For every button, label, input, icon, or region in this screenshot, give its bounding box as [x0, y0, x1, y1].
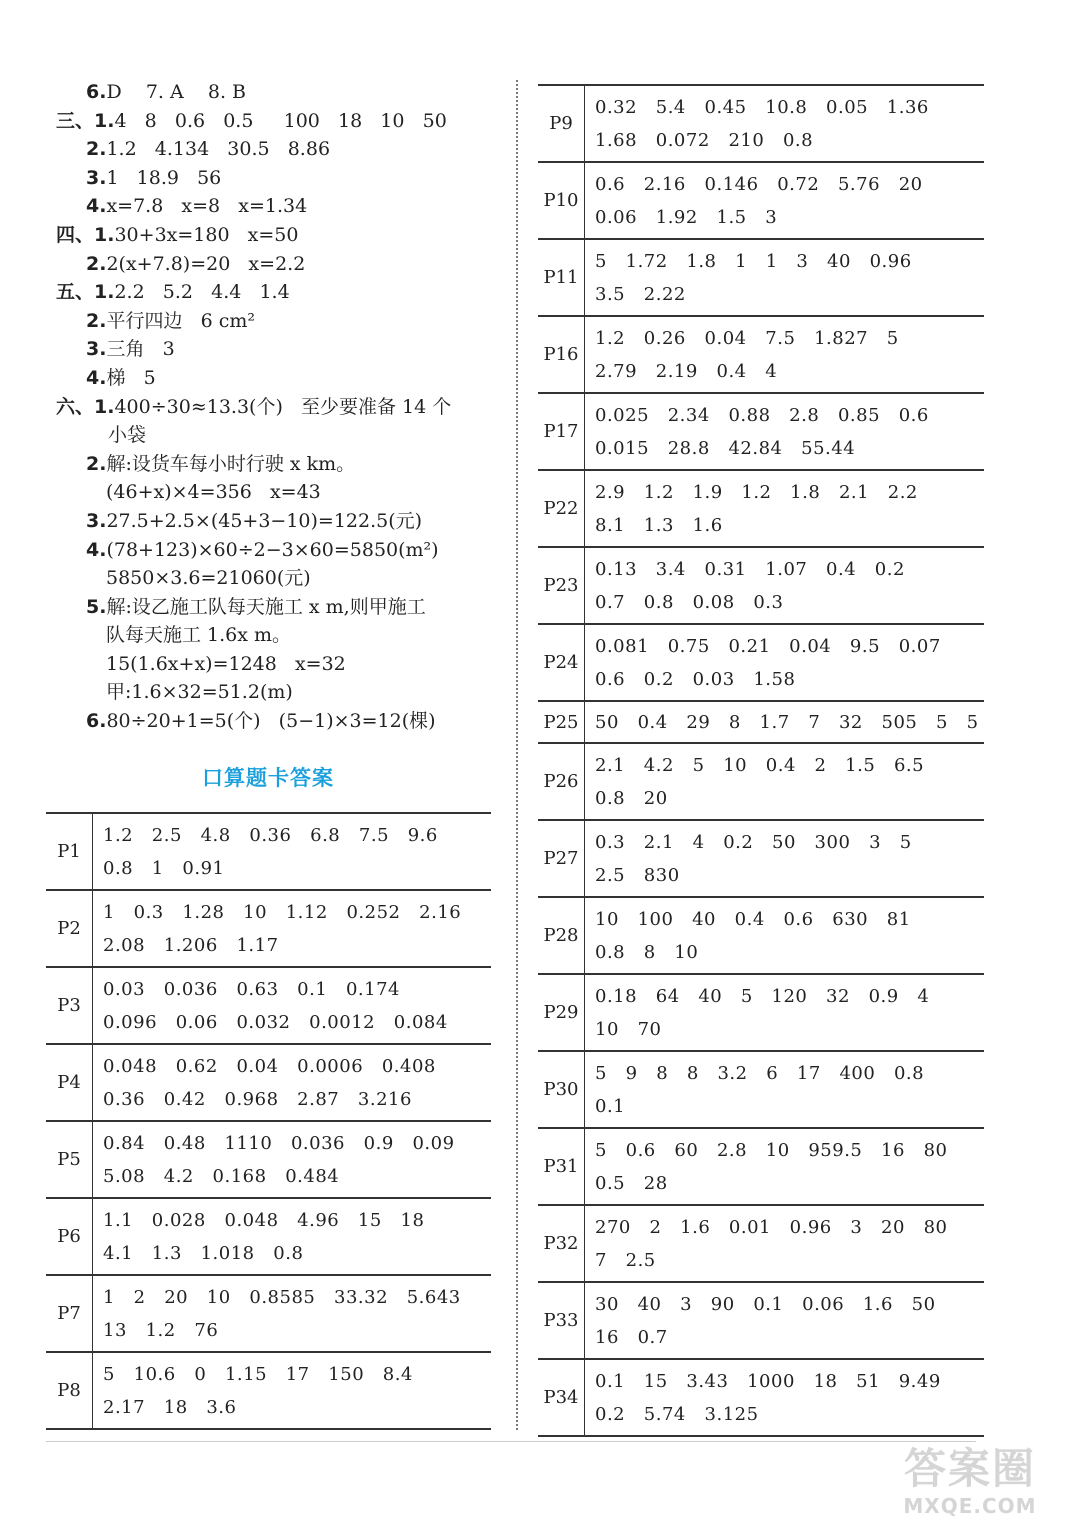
page-label: P24	[538, 624, 585, 701]
question-number: 4.	[86, 195, 107, 218]
table-row	[538, 239, 984, 316]
answer-cell	[585, 897, 985, 974]
answer-line-2: 0.1	[595, 1095, 626, 1117]
page-label: P32	[538, 1205, 585, 1282]
answer-line	[56, 192, 506, 221]
answer-line	[56, 107, 506, 136]
watermark-logo	[880, 1445, 1060, 1530]
table-row	[538, 701, 984, 743]
answer-line-2: 2.17 18 3.6	[103, 1396, 237, 1418]
answer-line-1: 2.1 4.2 5 10 0.4 2 1.5 6.5	[595, 754, 925, 776]
answer-line-1: 5 9 8 8 3.2 6 17 400 0.8	[595, 1062, 925, 1084]
page-label: P34	[538, 1359, 585, 1436]
answer-text: 5850×3.6=21060(元)	[106, 567, 311, 590]
answer-line-2: 0.096 0.06 0.032 0.0012 0.084	[103, 1011, 448, 1033]
answer-line	[56, 564, 506, 593]
question-number: 4.	[86, 366, 107, 389]
answer-line-2: 3.5 2.22	[595, 283, 686, 305]
answer-line-1: 0.03 0.036 0.63 0.1 0.174	[103, 978, 401, 1000]
answer-text: 梯 5	[106, 366, 156, 389]
page-label: P5	[46, 1121, 93, 1198]
page-label: P29	[538, 974, 585, 1051]
answer-line-1: 0.6 2.16 0.146 0.72 5.76 20	[595, 173, 923, 195]
section-marker: 五、	[56, 281, 95, 304]
question-number: 3.	[86, 166, 107, 189]
page-label: P23	[538, 547, 585, 624]
table-row	[538, 1359, 984, 1436]
answer-line	[56, 621, 506, 650]
oral-calc-answers-heading: 口算题卡答案	[202, 766, 334, 790]
question-number: 3.	[86, 338, 107, 361]
table-row	[538, 470, 984, 547]
question-number: 1.	[94, 395, 115, 418]
table-row	[46, 967, 491, 1044]
answer-cell	[585, 470, 985, 547]
answer-line	[56, 364, 506, 393]
table-row	[538, 1128, 984, 1205]
answer-text: 30+3x=180 x=50	[114, 223, 299, 246]
answer-line-2: 0.6 0.2 0.03 1.58	[595, 668, 796, 690]
page-label: P16	[538, 316, 585, 393]
right-answer-table	[538, 84, 984, 1437]
table-row	[538, 1282, 984, 1359]
table-row	[46, 1044, 491, 1121]
answer-line-2: 0.2 5.74 3.125	[595, 1403, 759, 1425]
bottom-rule	[46, 1441, 976, 1442]
answer-cell	[93, 967, 492, 1044]
answer-text: 1 18.9 56	[106, 166, 222, 189]
answer-text: 三角 3	[106, 338, 175, 361]
answer-cell	[585, 624, 985, 701]
section-marker: 四、	[56, 223, 95, 246]
question-number: 5.	[86, 595, 107, 618]
answer-line-2: 2.5 830	[595, 864, 680, 886]
answer-text: 15(1.6x+x)=1248 x=32	[106, 652, 346, 675]
answer-line-1: 2.9 1.2 1.9 1.2 1.8 2.1 2.2	[595, 481, 918, 503]
page-label: P17	[538, 393, 585, 470]
table-row	[538, 974, 984, 1051]
answer-text: x=7.8 x=8 x=1.34	[106, 195, 308, 218]
page-label: P9	[538, 85, 585, 162]
answer-line-1: 1.2 0.26 0.04 7.5 1.827 5	[595, 327, 899, 349]
answer-text: 2(x+7.8)=20 x=2.2	[106, 252, 306, 275]
page-label: P22	[538, 470, 585, 547]
page-label: P33	[538, 1282, 585, 1359]
table-row	[46, 890, 491, 967]
answer-line-2: 0.8 8 10	[595, 941, 699, 963]
table-row	[538, 1051, 984, 1128]
answer-line-2: 16 0.7	[595, 1326, 668, 1348]
answer-text: 解:设乙施工队每天施工 x m,则甲施工	[106, 595, 426, 618]
question-number: 2.	[86, 138, 107, 161]
table-row	[538, 393, 984, 470]
question-number: 2.	[86, 452, 107, 475]
answer-cell	[585, 547, 985, 624]
answer-cell	[585, 1205, 985, 1282]
answer-line-1: 0.1 15 3.43 1000 18 51 9.49	[595, 1370, 941, 1392]
answer-line	[56, 135, 506, 164]
answer-line-1: 5 1.72 1.8 1 1 3 40 0.96	[595, 250, 912, 272]
question-number: 6.	[86, 710, 107, 733]
answer-line	[56, 393, 506, 422]
answer-cell	[585, 316, 985, 393]
left-answer-table	[46, 812, 491, 1430]
table-row	[538, 624, 984, 701]
table-row	[538, 743, 984, 820]
table-row	[46, 1198, 491, 1275]
answer-cell	[585, 743, 985, 820]
table-row	[538, 316, 984, 393]
answer-cell	[585, 162, 985, 239]
page-label: P2	[46, 890, 93, 967]
answer-line-2: 2.08 1.206 1.17	[103, 934, 279, 956]
page-label: P27	[538, 820, 585, 897]
answer-line-1: 0.32 5.4 0.45 10.8 0.05 1.36	[595, 96, 929, 118]
page-label: P30	[538, 1051, 585, 1128]
answer-cell	[585, 239, 985, 316]
page-label: P25	[538, 701, 585, 743]
answer-line	[56, 593, 506, 622]
page-label: P31	[538, 1128, 585, 1205]
question-number: 1.	[94, 281, 115, 304]
answer-line-1: 0.3 2.1 4 0.2 50 300 3 5	[595, 831, 912, 853]
table-row	[538, 1205, 984, 1282]
answer-text: 解:设货车每小时行驶 x km。	[106, 452, 356, 475]
answer-line	[56, 307, 506, 336]
table-row	[46, 1275, 491, 1352]
answer-line-1: 0.081 0.75 0.21 0.04 9.5 0.07	[595, 635, 941, 657]
question-number: 4.	[86, 538, 107, 561]
page-label: P11	[538, 239, 585, 316]
answer-cell	[585, 1359, 985, 1436]
answer-cell	[585, 974, 985, 1051]
table-row	[46, 1121, 491, 1198]
section-marker: 六、	[56, 395, 95, 418]
answer-list	[56, 78, 506, 736]
answer-cell	[93, 1275, 492, 1352]
answer-line-1: 0.13 3.4 0.31 1.07 0.4 0.2	[595, 558, 905, 580]
answer-cell	[93, 1198, 492, 1275]
answer-line	[56, 707, 506, 736]
answer-cell	[585, 1128, 985, 1205]
table-row	[46, 813, 491, 890]
answer-line-1: 1.2 2.5 4.8 0.36 6.8 7.5 9.6	[103, 824, 438, 846]
answer-line	[56, 507, 506, 536]
answer-line-1: 5 10.6 0 1.15 17 150 8.4	[103, 1363, 413, 1385]
page-label: P26	[538, 743, 585, 820]
answer-line	[56, 221, 506, 250]
answer-cell	[585, 701, 985, 743]
answer-cell	[93, 1044, 492, 1121]
answer-text: D 7. A 8. B	[106, 81, 247, 103]
answer-line-1: 270 2 1.6 0.01 0.96 3 20 80	[595, 1216, 948, 1238]
answer-line	[56, 250, 506, 279]
answer-line	[56, 164, 506, 193]
answer-line-2: 0.7 0.8 0.08 0.3	[595, 591, 784, 613]
answer-line-2: 13 1.2 76	[103, 1319, 219, 1341]
page-label: P4	[46, 1044, 93, 1121]
answer-line-2: 10 70	[595, 1018, 662, 1040]
answer-line-1: 1.1 0.028 0.048 4.96 15 18	[103, 1209, 425, 1231]
answer-line-1: 10 100 40 0.4 0.6 630 81	[595, 908, 911, 930]
answer-cell	[585, 1282, 985, 1359]
watermark-line2: MXQE.COM	[903, 1494, 1037, 1518]
question-number: 1.	[94, 223, 115, 246]
answer-text: 2.2 5.2 4.4 1.4	[114, 281, 290, 304]
question-number: 2.	[86, 252, 107, 275]
answer-line	[56, 78, 506, 107]
answer-line-1: 50 0.4 29 8 1.7 7 32 505 5 5	[595, 711, 979, 733]
answer-line	[56, 335, 506, 364]
answer-line	[56, 421, 506, 450]
answer-line	[56, 650, 506, 679]
question-number: 2.	[86, 309, 107, 332]
answer-line-2: 4.1 1.3 1.018 0.8	[103, 1242, 304, 1264]
page-label: P10	[538, 162, 585, 239]
page-label: P3	[46, 967, 93, 1044]
table-row	[46, 1352, 491, 1429]
answer-line-1: 0.048 0.62 0.04 0.0006 0.408	[103, 1055, 436, 1077]
answer-line-2: 7 2.5	[595, 1249, 656, 1271]
page-label: P28	[538, 897, 585, 974]
table-row	[538, 85, 984, 162]
answer-line-2: 2.79 2.19 0.4 4	[595, 360, 778, 382]
answer-line-1: 0.18 64 40 5 120 32 0.9 4	[595, 985, 930, 1007]
answer-line-1: 5 0.6 60 2.8 10 959.5 16 80	[595, 1139, 948, 1161]
answer-line-2: 0.015 28.8 42.84 55.44	[595, 437, 856, 459]
answer-line-2: 0.8 1 0.91	[103, 857, 225, 879]
answer-text: 1.2 4.134 30.5 8.86	[106, 138, 331, 161]
answer-cell	[93, 813, 492, 890]
table-row	[538, 547, 984, 624]
page-label: P1	[46, 813, 93, 890]
answer-text: 小袋	[108, 424, 147, 447]
answer-text: 27.5+2.5×(45+3−10)=122.5(元)	[106, 509, 423, 532]
answer-line-1: 0.025 2.34 0.88 2.8 0.85 0.6	[595, 404, 929, 426]
answer-text: 4 8 0.6 0.5 100 18 10 50	[114, 109, 447, 132]
page-label: P8	[46, 1352, 93, 1429]
question-number: 3.	[86, 509, 107, 532]
column-divider	[516, 80, 518, 1430]
answer-text: 平行四边 6 cm²	[106, 309, 255, 332]
answer-cell	[585, 1051, 985, 1128]
table-row	[538, 897, 984, 974]
answer-line-2: 0.06 1.92 1.5 3	[595, 206, 778, 228]
answer-line	[56, 278, 506, 307]
answer-cell	[585, 820, 985, 897]
answer-line	[56, 536, 506, 565]
answer-text: 400÷30≈13.3(个) 至少要准备 14 个	[114, 395, 452, 418]
answer-line-2: 0.5 28	[595, 1172, 668, 1194]
answer-text: (78+123)×60÷2−3×60=5850(m²)	[106, 538, 439, 561]
question-number: 6.	[86, 81, 107, 103]
answer-line-2: 8.1 1.3 1.6	[595, 514, 723, 536]
answer-cell	[93, 1121, 492, 1198]
answer-cell	[585, 393, 985, 470]
answer-line-1: 0.84 0.48 1110 0.036 0.9 0.09	[103, 1132, 455, 1154]
answer-line	[56, 478, 506, 507]
answer-line-2: 1.68 0.072 210 0.8	[595, 129, 814, 151]
answer-cell	[93, 890, 492, 967]
answer-text: 队每天施工 1.6x m。	[106, 624, 292, 647]
answer-line-1: 1 2 20 10 0.8585 33.32 5.643	[103, 1286, 461, 1308]
section-marker: 三、	[56, 109, 95, 132]
answer-line-1: 30 40 3 90 0.1 0.06 1.6 50	[595, 1293, 936, 1315]
table-row	[538, 162, 984, 239]
answer-cell	[585, 85, 985, 162]
table-row	[538, 820, 984, 897]
answer-line	[56, 678, 506, 707]
answer-line-2: 0.36 0.42 0.968 2.87 3.216	[103, 1088, 412, 1110]
page-label: P7	[46, 1275, 93, 1352]
watermark-line1: 答案圈	[903, 1444, 1036, 1493]
question-number: 1.	[94, 109, 115, 132]
answer-cell	[93, 1352, 492, 1429]
answer-text: 甲:1.6×32=51.2(m)	[106, 681, 293, 704]
page-label: P6	[46, 1198, 93, 1275]
answer-text: (46+x)×4=356 x=43	[106, 481, 321, 504]
answer-line	[56, 450, 506, 479]
answer-line-2: 0.8 20	[595, 787, 668, 809]
answer-line-1: 1 0.3 1.28 10 1.12 0.252 2.16	[103, 901, 462, 923]
answer-text: 80÷20+1=5(个) (5−1)×3=12(棵)	[106, 710, 436, 733]
answer-line-2: 5.08 4.2 0.168 0.484	[103, 1165, 340, 1187]
